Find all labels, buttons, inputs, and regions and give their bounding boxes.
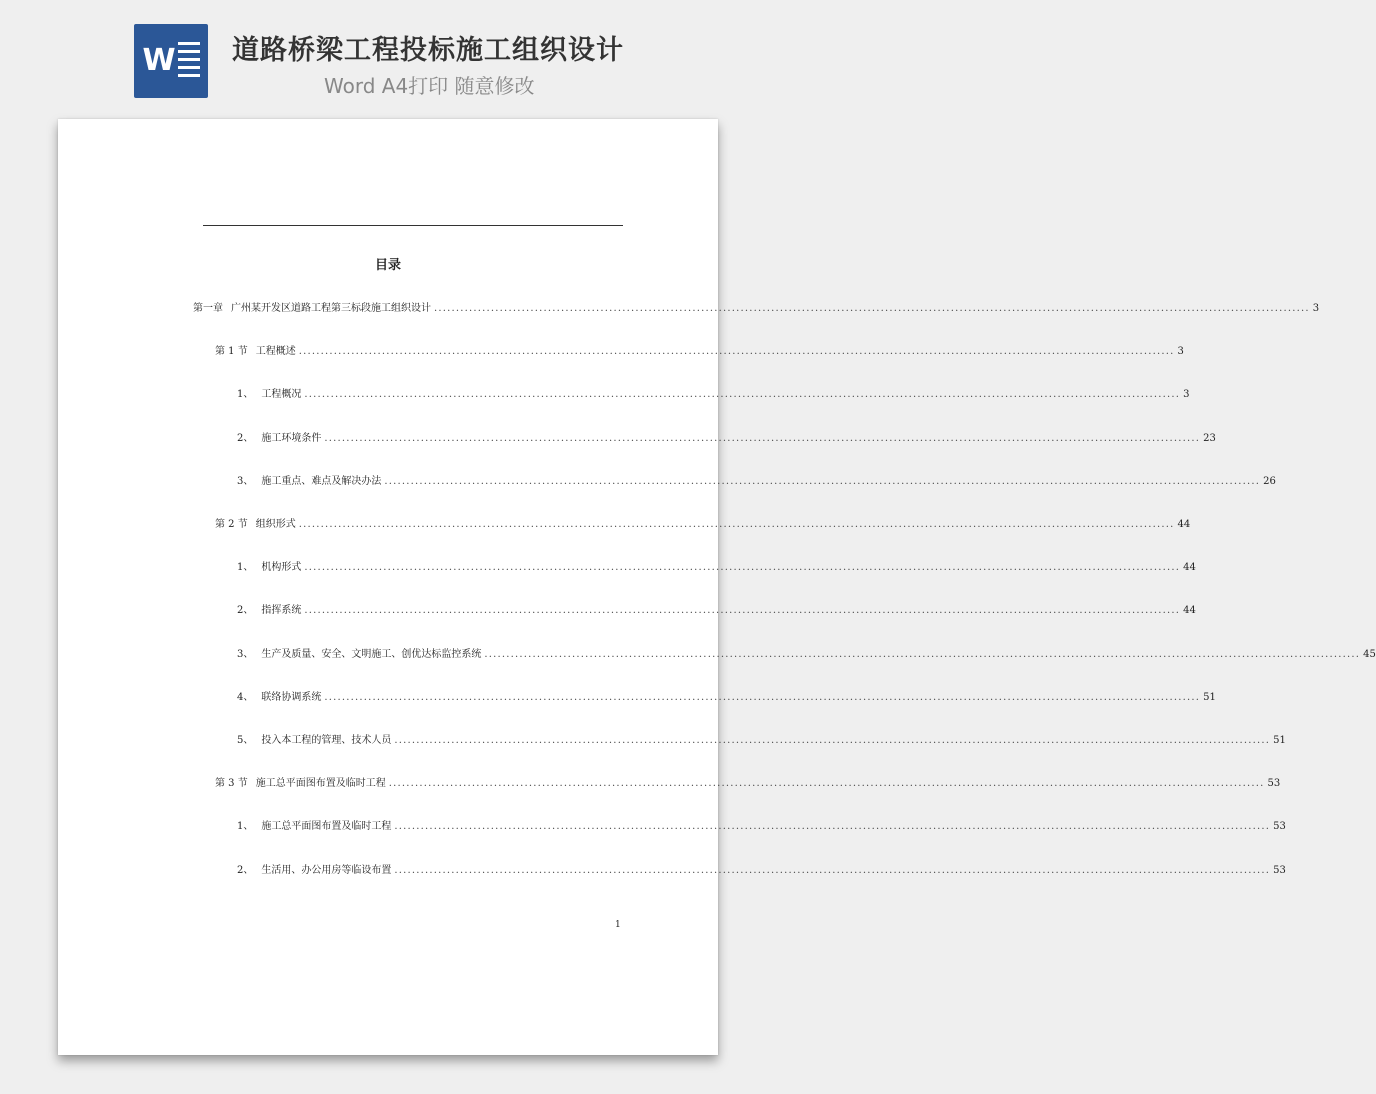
toc-entry-text: 广州某开发区道路工程第三标段施工组织设计 [231,303,431,314]
toc-entry[interactable] [193,299,1320,315]
toc-entry-number: 5、 [237,735,254,746]
toc-entry-page: 3 [1312,303,1320,314]
toc-leader-dots: ........................................................................................................................................................................................................ [434,303,1310,314]
toc-entry-label [193,299,431,314]
toc-leader-dots: ........................................................................................................................................................................................................ [298,519,1175,530]
toc-entry-text: 工程概述 [255,346,296,357]
toc-entry[interactable] [237,861,1286,877]
toc-entry-label [237,601,301,616]
toc-entry-label [237,688,321,703]
toc-entry[interactable] [237,558,1196,574]
toc-entry-label [237,731,391,746]
toc-entry-label [237,385,301,400]
toc-entry-label [237,817,391,832]
toc-entry[interactable] [237,645,1376,661]
header-rule [203,225,623,226]
header [0,0,774,110]
toc-entry[interactable] [215,774,1281,790]
toc-entry-number: 第一章 [193,303,223,314]
word-logo-letter: W [142,43,176,78]
toc-entry[interactable] [237,385,1190,401]
toc-entry-label [215,774,386,789]
toc-entry-number: 第 2 节 [215,519,248,530]
toc-entry[interactable] [237,601,1196,617]
toc-entry-label [215,342,296,357]
toc-entry-number: 1、 [237,389,254,400]
toc-title: 目录 [374,258,401,273]
toc-entry-number: 2、 [237,865,254,876]
toc-entry-label [237,429,321,444]
toc-entry-number: 2、 [237,433,254,444]
toc-entry-number: 2、 [237,605,254,616]
toc-entry-label [237,472,381,487]
toc-entry-page: 26 [1263,476,1276,487]
toc-entry-number: 第 1 节 [215,346,248,357]
toc-entry-label [237,861,391,876]
toc-entry-text: 投入本工程的管理、技术人员 [261,735,392,746]
page-title: 道路桥梁工程投标施工组织设计 [232,35,624,66]
toc-entry-text: 机构形式 [261,562,302,573]
word-logo-icon [134,24,208,98]
toc-leader-dots: ........................................................................................................................................................................................................ [394,865,1271,876]
toc-entry-number: 第 3 节 [215,778,248,789]
toc-entry-page: 51 [1203,692,1216,703]
toc-entry-text: 生产及质量、安全、文明施工、创优达标监控系统 [261,649,482,660]
toc-entry-text: 工程概况 [261,389,302,400]
toc-entry-label [237,645,481,660]
toc-entry[interactable] [237,688,1216,704]
toc-entry-page: 44 [1183,562,1196,573]
toc-entry[interactable] [215,515,1191,531]
toc-leader-dots: ........................................................................................................................................................................................................ [298,346,1175,357]
page-subtitle: Word A4打印 随意修改 [324,74,535,98]
toc-entry-number: 4、 [237,692,254,703]
toc-entry-text: 施工总平面图布置及临时工程 [261,821,392,832]
toc-entry-page: 3 [1177,346,1184,357]
toc-entry-text: 指挥系统 [261,605,302,616]
word-logo-lines [178,42,200,82]
toc-entry-page: 23 [1203,433,1216,444]
toc-entry-text: 组织形式 [255,519,296,530]
toc-entry-text: 施工环境条件 [261,433,322,444]
toc-leader-dots: ........................................................................................................................................................................................................ [304,605,1181,616]
toc-leader-dots: ........................................................................................................................................................................................................ [324,433,1201,444]
page-number: 1 [615,920,621,930]
document-page [58,119,1376,1055]
toc-entry-page: 53 [1273,865,1286,876]
toc-entry-number: 1、 [237,562,254,573]
toc-entry-page: 45 [1363,649,1376,660]
toc-entry-page: 44 [1177,519,1191,530]
toc-entry[interactable] [237,472,1276,488]
toc-entry-page: 51 [1273,735,1286,746]
toc-entry[interactable] [237,817,1286,833]
toc-entry-label [237,558,301,573]
toc-entry[interactable] [237,731,1286,747]
toc-entry-page: 53 [1273,821,1286,832]
toc-entry-text: 联络协调系统 [261,692,322,703]
toc-entry-number: 1、 [237,821,254,832]
toc-leader-dots: ........................................................................................................................................................................................................ [484,649,1361,660]
toc-entry-page: 44 [1183,605,1196,616]
toc-entry[interactable] [215,342,1184,358]
toc-leader-dots: ........................................................................................................................................................................................................ [304,389,1181,400]
toc-leader-dots: ........................................................................................................................................................................................................ [384,476,1261,487]
toc-leader-dots: ........................................................................................................................................................................................................ [304,562,1181,573]
toc-entry-text: 生活用、办公用房等临设布置 [261,865,392,876]
toc-entry-number: 3、 [237,476,254,487]
toc-leader-dots: ........................................................................................................................................................................................................ [394,735,1271,746]
toc-leader-dots: ........................................................................................................................................................................................................ [324,692,1201,703]
toc-entry-page: 53 [1267,778,1281,789]
toc-entry-label [215,515,296,530]
toc-leader-dots: ........................................................................................................................................................................................................ [388,778,1265,789]
toc-leader-dots: ........................................................................................................................................................................................................ [394,821,1271,832]
toc-entry-page: 3 [1183,389,1190,400]
toc-entry-number: 3、 [237,649,254,660]
toc-entry-text: 施工重点、难点及解决办法 [261,476,382,487]
toc-entry-text: 施工总平面图布置及临时工程 [255,778,386,789]
toc-entry[interactable] [237,429,1216,445]
